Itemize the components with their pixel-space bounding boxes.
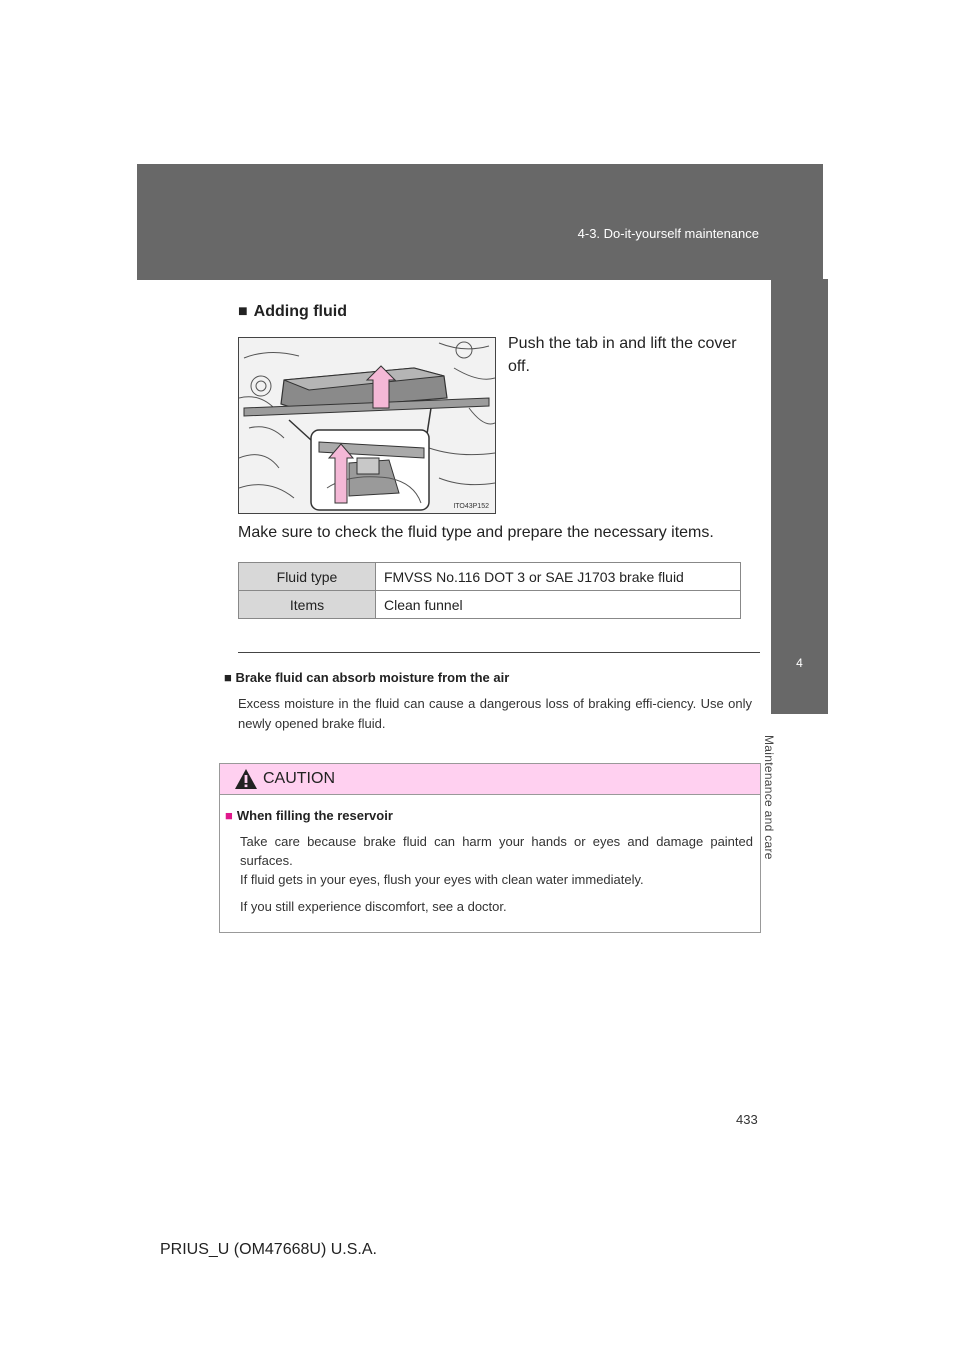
brake-reservoir-illustration (238, 337, 496, 514)
chapter-number: 4 (796, 656, 803, 670)
table-row (239, 563, 741, 591)
table-value: FMVSS No.116 DOT 3 or SAE J1703 brake fluid (376, 563, 741, 591)
caution-paragraph: If you still experience discomfort, see a doctor. (240, 899, 507, 914)
figure-code: ITO43P152 (453, 503, 489, 510)
document-footer: PRIUS_U (OM47668U) U.S.A. (160, 1241, 377, 1258)
step-instruction: Push the tab in and lift the cover off. (508, 335, 737, 375)
caution-header (220, 764, 760, 795)
heading-bullet: ■ (238, 303, 248, 320)
table-label: Items (239, 591, 376, 619)
items-table (238, 562, 741, 619)
caution-paragraph: If fluid gets in your eyes, flush your eyes with clean water immediately. (240, 872, 644, 887)
chapter-label-text: Maintenance and care (762, 735, 776, 860)
heading-text: Adding fluid (253, 303, 347, 320)
table-label: Fluid type (239, 563, 376, 591)
caution-subtitle (225, 808, 393, 823)
note-title: Brake fluid can absorb moisture from the air (235, 670, 510, 685)
note-bullet: ■ (224, 670, 232, 685)
table-value: Clean funnel (376, 591, 741, 619)
section-title: 4-3. Do-it-yourself maintenance (577, 226, 759, 241)
note-body: Excess moisture in the fluid can cause a dangerous loss of braking effi-ciency. Use only newly opened brake fluid. (238, 696, 752, 731)
caution-paragraph: Take care because brake fluid can harm your hands or eyes and damage painted surfaces. (240, 834, 753, 868)
note-heading (224, 670, 509, 685)
chapter-label (762, 735, 802, 885)
header-bar (137, 164, 823, 280)
caution-bullet: ■ (225, 808, 233, 823)
page-number: 433 (736, 1112, 758, 1127)
section-heading (238, 303, 347, 321)
engine-bay-drawing (239, 338, 495, 513)
table-row (239, 591, 741, 619)
caution-title: CAUTION (263, 770, 335, 787)
caution-box (219, 763, 761, 933)
caution-subtitle-text: When filling the reservoir (236, 808, 393, 823)
warning-icon (234, 768, 258, 790)
chapter-tab (771, 279, 828, 714)
divider (238, 652, 760, 653)
intro-text: Make sure to check the fluid type and prepare the necessary items. (238, 524, 714, 541)
